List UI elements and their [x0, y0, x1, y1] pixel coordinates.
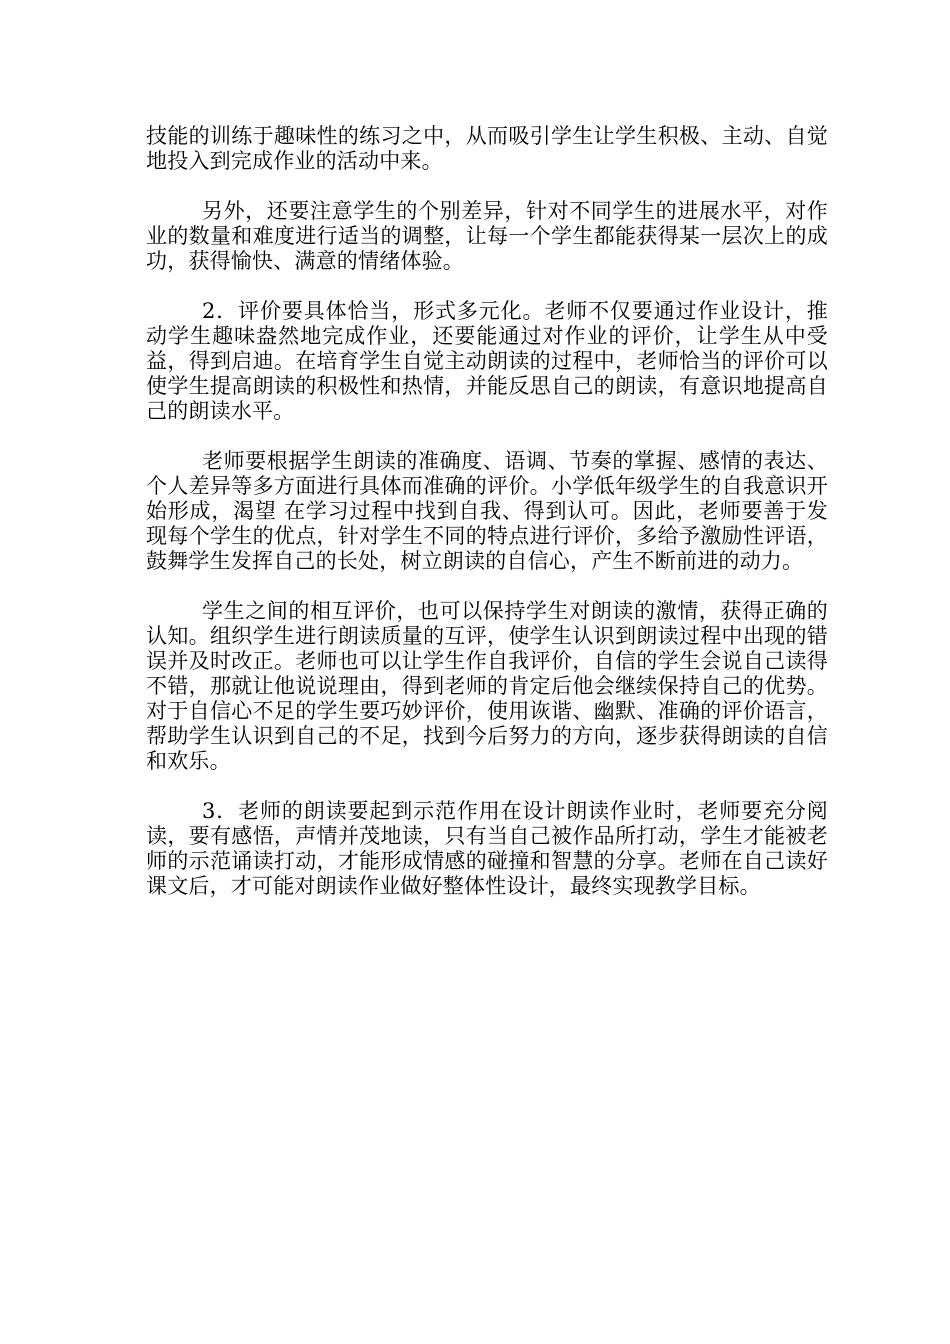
document-body [146, 124, 828, 924]
paragraph-teacher-evaluation: 老师要根据学生朗读的准确度、语调、节奏的掌握、感情的表达、个人差异等多方面进行具体而准确的评价。小学低年级学生的自我意识开始形成，渴望 在学习过程中找到自我、得到认可。因此，老师要善于发现每个学生的优点，针对学生不同的特点进行评价，多给予激励性评语，鼓舞学生发挥自己的长处，树立朗读的自信心，产生不断前进的动力。 [146, 449, 828, 573]
paragraph-section-3-demonstration: 3．老师的朗读要起到示范作用在设计朗读作业时，老师要充分阅读，要有感悟，声情并茂地读，只有当自己被作品所打动，学生才能被老师的示范诵读打动，才能形成情感的碰撞和智慧的分享。老师在自己读好课文后，才可能对朗读作业做好整体性设计，最终实现教学目标。 [146, 799, 828, 898]
paragraph-individual-differences: 另外，还要注意学生的个别差异，针对不同学生的进展水平，对作业的数量和难度进行适当的调整，让每一个学生都能获得某一层次上的成功，获得愉快、满意的情绪体验。 [146, 199, 828, 273]
paragraph-continuation: 技能的训练于趣味性的练习之中，从而吸引学生让学生积极、主动、自觉地投入到完成作业的活动中来。 [146, 124, 828, 173]
paragraph-section-2-evaluation: 2．评价要具体恰当，形式多元化。老师不仅要通过作业设计，推动学生趣味盎然地完成作业，还要能通过对作业的评价，让学生从中受益，得到启迪。在培育学生自觉主动朗读的过程中，老师恰当的评价可以使学生提高朗读的积极性和热情，并能反思自己的朗读，有意识地提高自己的朗读水平。 [146, 299, 828, 423]
paragraph-peer-evaluation: 学生之间的相互评价，也可以保持学生对朗读的激情，获得正确的认知。组织学生进行朗读质量的互评，使学生认识到朗读过程中出现的错误并及时改正。老师也可以让学生作自我评价，自信的学生会说自己读得不错，那就让他说说理由，得到老师的肯定后他会继续保持自己的优势。对于自信心不足的学生要巧妙评价，使用诙谐、幽默、准确的评价语言，帮助学生认识到自己的不足，找到今后努力的方向，逐步获得朗读的自信和欢乐。 [146, 599, 828, 773]
